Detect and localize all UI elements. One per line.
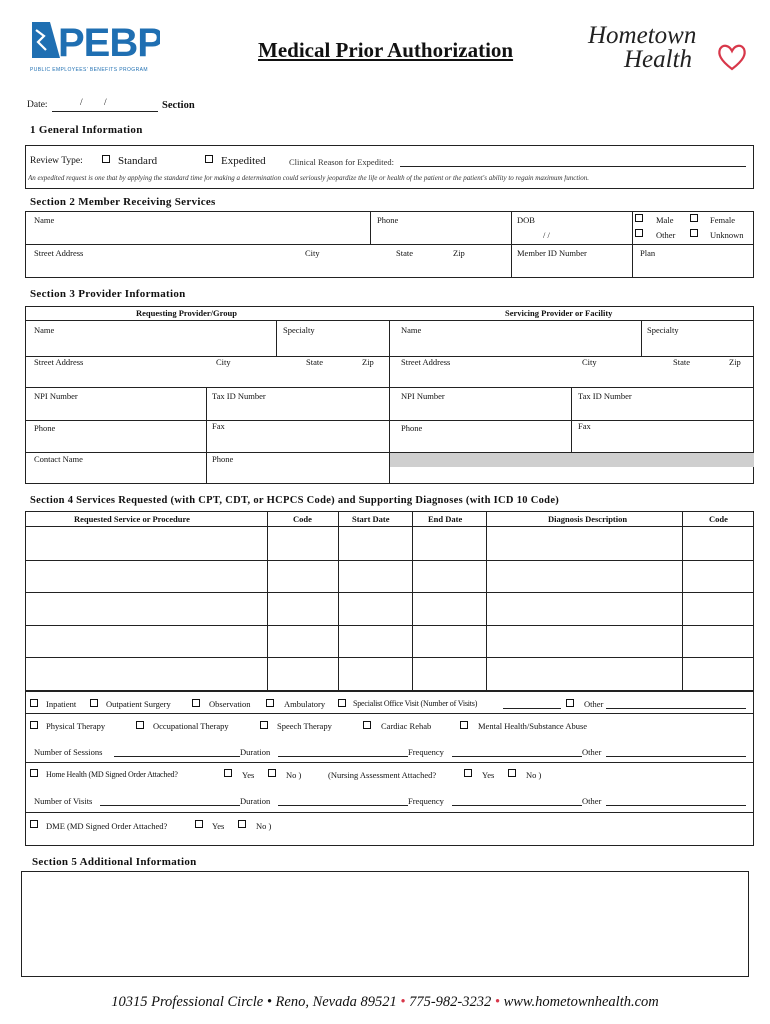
male-checkbox[interactable]: [635, 214, 643, 222]
col-diagnosis-header: Diagnosis Description: [548, 514, 628, 524]
section-1-box: [25, 145, 754, 189]
sessions-duration-field[interactable]: [278, 756, 408, 757]
visits-label: Number of Visits: [34, 796, 93, 806]
sessions-other-label: Other: [582, 747, 602, 757]
footer-bullet-3: •: [494, 994, 500, 1010]
sessions-label: Number of Sessions: [34, 747, 103, 757]
additional-info-textarea[interactable]: [21, 871, 749, 977]
section-label: Section: [162, 100, 195, 111]
visits-other-label: Other: [582, 796, 602, 806]
contact-phone-label: Phone: [212, 454, 234, 464]
date-sep-1: /: [80, 98, 83, 108]
sessions-frequency-label: Frequency: [408, 747, 444, 757]
req-fax-label: Fax: [212, 421, 225, 431]
section-4-title: Section 4 Services Requested (with CPT, CDT, or HCPCS Code) and Supporting Diagnoses (with ICD 10 Code): [30, 495, 560, 506]
req-name-label: Name: [34, 325, 55, 335]
sessions-field[interactable]: [114, 756, 240, 757]
other-gender-checkbox[interactable]: [635, 229, 643, 237]
member-phone-label: Phone: [377, 215, 399, 225]
st-label: Speech Therapy: [277, 721, 332, 731]
footer-bullet-2: •: [400, 994, 406, 1010]
member-zip-label: Zip: [453, 248, 465, 258]
sessions-frequency-field[interactable]: [452, 756, 582, 757]
nursing-no-label: No ): [526, 770, 542, 780]
pt-label: Physical Therapy: [46, 721, 106, 731]
srv-fax-label: Fax: [578, 421, 591, 431]
req-street-label: Street Address: [34, 357, 84, 367]
dob-separators: / /: [543, 230, 550, 240]
specialist-visits-field[interactable]: [503, 708, 561, 709]
visits-duration-label: Duration: [240, 796, 271, 806]
member-state-label: State: [396, 248, 413, 258]
contact-name-label: Contact Name: [34, 454, 83, 464]
ot-label: Occupational Therapy: [153, 721, 229, 731]
col-service-header: Requested Service or Procedure: [74, 514, 190, 524]
home-health-yes-label: Yes: [242, 770, 255, 780]
hometown-health-logo: [586, 20, 756, 74]
ambulatory-checkbox[interactable]: [266, 699, 274, 707]
hometown-logo-line1: Hometown: [588, 22, 697, 49]
specialist-label: Specialist Office Visit (Number of Visits): [353, 699, 478, 708]
nursing-yes-checkbox[interactable]: [464, 769, 472, 777]
srv-state-label: State: [673, 357, 690, 367]
mental-health-checkbox[interactable]: [460, 721, 468, 729]
srv-city-label: City: [582, 357, 597, 367]
srv-tax-id-label: Tax ID Number: [578, 391, 632, 401]
member-name-field[interactable]: [26, 226, 369, 243]
svg-text:PEBP: PEBP: [58, 21, 160, 60]
expedited-note: An expedited request is one that by applying the standard time for making a determination could seriously jeopardize the life or health of the patient or the patient's ability to regain maximum function.: [28, 175, 589, 182]
dme-no-label: No ): [256, 821, 272, 831]
req-tax-id-label: Tax ID Number: [212, 391, 266, 401]
srv-name-label: Name: [401, 325, 422, 335]
member-id-label: Member ID Number: [517, 248, 587, 258]
footer-phone: 775-982-3232: [409, 994, 492, 1010]
other-service-checkbox[interactable]: [566, 699, 574, 707]
section-1-title: 1 General Information: [30, 124, 143, 136]
visits-other-field[interactable]: [606, 805, 746, 806]
cardiac-label: Cardiac Rehab: [381, 721, 432, 731]
req-city-label: City: [216, 357, 231, 367]
outpatient-checkbox[interactable]: [90, 699, 98, 707]
services-table: [25, 511, 754, 691]
plan-label: Plan: [640, 248, 656, 258]
shaded-area: [390, 453, 754, 467]
dme-yes-label: Yes: [212, 821, 225, 831]
dme-yes-checkbox[interactable]: [195, 820, 203, 828]
srv-street-label: Street Address: [401, 357, 451, 367]
outpatient-label: Outpatient Surgery: [106, 699, 171, 709]
srv-specialty-label: Specialty: [647, 325, 679, 335]
ot-checkbox[interactable]: [136, 721, 144, 729]
date-label: Date:: [27, 100, 48, 110]
dme-no-checkbox[interactable]: [238, 820, 246, 828]
mental-health-label: Mental Health/Substance Abuse: [478, 721, 588, 731]
other-gender-label: Other: [656, 230, 676, 240]
requesting-provider-header: Requesting Provider/Group: [136, 308, 237, 318]
servicing-provider-header: Servicing Provider or Facility: [505, 308, 613, 318]
nursing-label: (Nursing Assessment Attached?: [328, 770, 437, 780]
pebp-logo: [30, 20, 165, 76]
section-5-title: Section 5 Additional Information: [32, 856, 197, 868]
visits-duration-field[interactable]: [278, 805, 408, 806]
nursing-yes-label: Yes: [482, 770, 495, 780]
visits-frequency-field[interactable]: [452, 805, 582, 806]
visits-frequency-label: Frequency: [408, 796, 444, 806]
dme-label: DME (MD Signed Order Attached?: [46, 821, 168, 831]
col-code-header: Code: [293, 514, 312, 524]
observation-label: Observation: [209, 699, 251, 709]
inpatient-label: Inpatient: [46, 699, 77, 709]
sessions-duration-label: Duration: [240, 747, 271, 757]
female-checkbox[interactable]: [690, 214, 698, 222]
sessions-other-field[interactable]: [606, 756, 746, 757]
clinical-reason-field[interactable]: [400, 166, 746, 167]
footer: [0, 994, 770, 1011]
clinical-reason-label: Clinical Reason for Expedited:: [289, 157, 395, 167]
unknown-gender-checkbox[interactable]: [690, 229, 698, 237]
expedited-label: Expedited: [221, 155, 266, 167]
req-zip-label: Zip: [362, 357, 374, 367]
req-phone-label: Phone: [34, 423, 56, 433]
req-state-label: State: [306, 357, 323, 367]
ambulatory-label: Ambulatory: [284, 699, 326, 709]
footer-bullet-1: •: [266, 994, 272, 1010]
st-checkbox[interactable]: [260, 721, 268, 729]
other-service-field[interactable]: [606, 708, 746, 709]
home-health-label: Home Health (MD Signed Order Attached?: [46, 770, 178, 779]
page-title: Medical Prior Authorization: [258, 38, 514, 62]
heart-icon: [716, 42, 748, 72]
req-specialty-label: Specialty: [283, 325, 315, 335]
req-npi-label: NPI Number: [34, 391, 78, 401]
inpatient-checkbox[interactable]: [30, 699, 38, 707]
home-health-checkbox[interactable]: [30, 769, 38, 777]
date-sep-2: /: [104, 98, 107, 108]
specialist-checkbox[interactable]: [338, 699, 346, 707]
standard-label: Standard: [118, 155, 158, 167]
pt-checkbox[interactable]: [30, 721, 38, 729]
pebp-logo-mark: [30, 20, 160, 60]
dme-checkbox[interactable]: [30, 820, 38, 828]
footer-address: 10315 Professional Circle: [111, 994, 264, 1010]
member-name-label: Name: [34, 215, 55, 225]
female-label: Female: [710, 215, 736, 225]
pebp-logo-subtitle: PUBLIC EMPLOYEES' BENEFITS PROGRAM: [30, 67, 148, 73]
review-type-label: Review Type:: [30, 156, 83, 166]
srv-phone-label: Phone: [401, 423, 423, 433]
cardiac-checkbox[interactable]: [363, 721, 371, 729]
dob-label: DOB: [517, 215, 535, 225]
observation-checkbox[interactable]: [192, 699, 200, 707]
hometown-logo-line2: Health: [624, 46, 693, 73]
home-health-no-checkbox[interactable]: [268, 769, 276, 777]
standard-checkbox[interactable]: [102, 155, 110, 163]
other-service-label: Other: [584, 699, 604, 709]
visits-field[interactable]: [100, 805, 240, 806]
footer-website[interactable]: www.hometownhealth.com: [503, 994, 659, 1010]
col-end-header: End Date: [428, 514, 463, 524]
footer-city: Reno, Nevada 89521: [275, 994, 397, 1010]
section-2-title: Section 2 Member Receiving Services: [30, 196, 216, 208]
nursing-no-checkbox[interactable]: [508, 769, 516, 777]
col-code2-header: Code: [709, 514, 728, 524]
srv-zip-label: Zip: [729, 357, 741, 367]
home-health-no-label: No ): [286, 770, 302, 780]
col-start-header: Start Date: [352, 514, 390, 524]
section-3-title: Section 3 Provider Information: [30, 288, 186, 300]
expedited-checkbox[interactable]: [205, 155, 213, 163]
member-street-label: Street Address: [34, 248, 84, 258]
srv-npi-label: NPI Number: [401, 391, 445, 401]
male-label: Male: [656, 215, 674, 225]
home-health-yes-checkbox[interactable]: [224, 769, 232, 777]
member-city-label: City: [305, 248, 320, 258]
unknown-gender-label: Unknown: [710, 230, 744, 240]
